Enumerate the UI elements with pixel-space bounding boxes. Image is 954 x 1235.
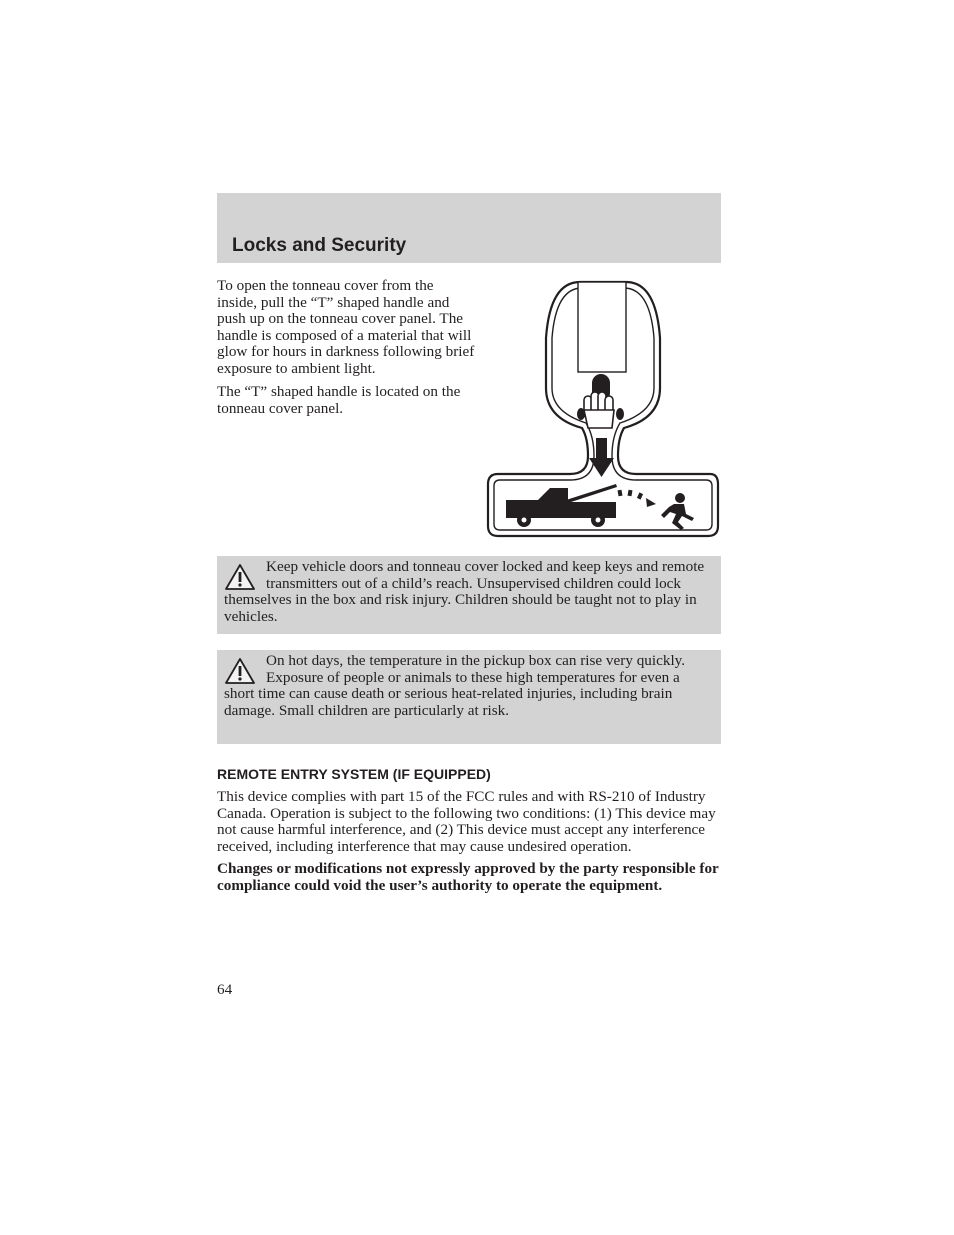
remote-entry-body [217,789,721,900]
warning-triangle-icon [224,563,256,591]
intro-paragraph: To open the tonneau cover from the inside, pull the “T” shaped handle and push up on the tonneau cover panel. The handle is composed of a material that will glow for hours in darkness following brief exposure to ambient light. [217,277,475,377]
escaping-person-icon [661,493,694,530]
pickup-truck-icon [506,484,617,527]
section-heading: REMOTE ENTRY SYSTEM (IF EQUIPPED) [217,766,491,782]
intro-paragraph: The “T” shaped handle is located on the tonneau cover panel. [217,383,461,417]
intro-text [217,278,475,424]
warning-box [217,556,721,634]
t-handle-glow-illustration [484,278,720,540]
page-number: 64 [217,981,233,998]
warning-triangle-icon [224,657,256,685]
warning-text: On hot days, the temperature in the pickup box can rise very quickly. Exposure of people or animals to these high temperatures for even a short time can cause death or serious heat-related injuries, including brain damage. Small children are particularly at risk. [224,652,686,719]
motion-dashes [618,490,656,507]
warning-box [217,650,721,744]
page-title: Locks and Security [232,235,407,256]
cover-panel [578,282,626,372]
fcc-compliance-paragraph: This device complies with part 15 of the FCC rules and with RS-210 of Industry Canada. Operation is subject to the following two conditions: (1) This device may not cause harmful interference, and (2) This device must accept any interference received, including interference that may cause undesired operation. [217,788,716,855]
warning-text: Keep vehicle doors and tonneau cover locked and keep keys and remote transmitters out of a child’s reach. Unsupervised children could lock themselves in the box and risk injury. Children should be taught not to play in vehicles. [224,558,705,625]
hand-icon [584,392,614,428]
modification-warning-paragraph: Changes or modifications not expressly approved by the party responsible for compliance could void the user’s authority to operate the equipment. [217,860,719,894]
section-header [217,193,721,263]
